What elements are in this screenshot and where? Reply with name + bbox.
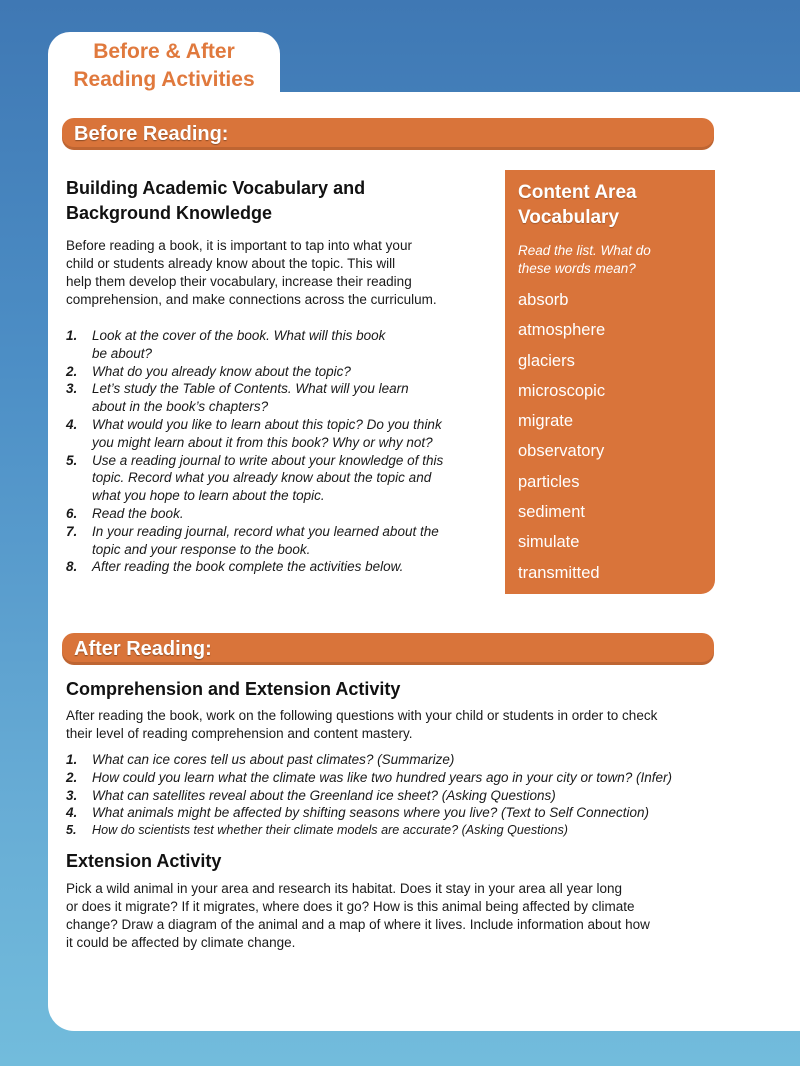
list-item — [66, 523, 496, 559]
list-item — [66, 363, 496, 381]
extension-line: Pick a wild animal in your area and research its habitat. Does it stay in your area all year long — [66, 881, 623, 896]
item-number: 6. — [66, 505, 78, 521]
before-steps-list — [66, 327, 496, 576]
comp-intro-line: their level of reading comprehension and content mastery. — [66, 726, 413, 741]
list-item — [66, 558, 496, 576]
item-text: What can ice cores tell us about past climates? (Summarize) — [92, 752, 455, 767]
list-item — [66, 505, 496, 523]
item-text: what you hope to learn about the topic. — [92, 488, 325, 504]
item-text: What would you like to learn about this topic? Do you think — [92, 416, 442, 432]
item-text: After reading the book complete the activities below. — [92, 559, 404, 575]
vocab-prompt-line-1: Read the list. What do — [518, 243, 651, 258]
vocab-title-line-1: Content Area — [518, 182, 637, 203]
list-item — [66, 804, 766, 822]
list-item — [66, 751, 766, 769]
item-number: 2. — [66, 769, 78, 785]
comprehension-intro — [66, 707, 657, 743]
comprehension-heading: Comprehension and Extension Activity — [66, 679, 401, 699]
content-area-vocabulary-box — [505, 170, 715, 594]
extension-line: it could be affected by climate change. — [66, 935, 296, 950]
intro-line: Before reading a book, it is important to tap into what your — [66, 238, 412, 253]
item-text: topic and your response to the book. — [92, 541, 311, 557]
intro-line: child or students already know about the topic. This will — [66, 256, 396, 271]
item-text: What animals might be affected by shifting seasons where you live? (Text to Self Connection) — [92, 805, 650, 821]
list-item — [66, 416, 496, 452]
vocab-title-line-2: Vocabulary — [518, 207, 620, 228]
extension-paragraph — [66, 880, 650, 952]
item-number: 4. — [66, 416, 78, 432]
item-number: 8. — [66, 559, 78, 575]
vocab-word-list — [518, 285, 605, 588]
vocab-box-title — [518, 180, 637, 230]
item-text: you might learn about it from this book? Why or why not? — [92, 434, 433, 450]
item-number: 5. — [66, 452, 78, 468]
vocab-word: sediment — [518, 503, 585, 522]
item-text: Let’s study the Table of Contents. What will you learn — [92, 381, 409, 397]
vocab-word: transmitted — [518, 563, 600, 582]
vocab-word: observatory — [518, 442, 605, 461]
vocab-word: simulate — [518, 533, 580, 552]
item-text: Use a reading journal to write about your knowledge of this — [92, 452, 444, 468]
vocab-prompt — [518, 242, 698, 278]
item-number: 5. — [66, 823, 77, 838]
item-text: How do scientists test whether their climate models are accurate? (Asking Questions) — [92, 823, 568, 838]
item-number: 3. — [66, 787, 78, 803]
comprehension-questions-list — [66, 751, 766, 840]
vocab-prompt-line-2: these words mean? — [518, 261, 636, 276]
item-text: topic. Record what you already know about the topic and — [92, 470, 432, 486]
list-item — [66, 327, 496, 363]
before-reading-bar — [62, 118, 714, 150]
list-item — [66, 452, 496, 505]
item-number: 2. — [66, 363, 78, 379]
after-reading-bar — [62, 633, 714, 665]
list-item — [66, 380, 496, 416]
vocab-word: glaciers — [518, 351, 575, 370]
vocab-word: microscopic — [518, 381, 606, 400]
after-reading-label: After Reading: — [74, 638, 212, 660]
before-intro-paragraph — [66, 237, 437, 309]
item-number: 1. — [66, 328, 78, 343]
page-title-line-1: Before & After — [93, 40, 235, 63]
page-title — [48, 38, 280, 94]
intro-line: comprehension, and make connections across the curriculum. — [66, 292, 437, 307]
item-text: How could you learn what the climate was like two hundred years ago in your city or town? (Infer) — [92, 769, 673, 785]
item-text: Look at the cover of the book. What will this book — [92, 328, 386, 343]
item-text: In your reading journal, record what you learned about the — [92, 523, 439, 539]
intro-line: help them develop their vocabulary, increase their reading — [66, 274, 412, 289]
vocab-heading-line-1: Building Academic Vocabulary and — [66, 178, 366, 198]
list-item — [66, 787, 766, 805]
extension-heading: Extension Activity — [66, 851, 222, 871]
item-number: 3. — [66, 381, 78, 397]
extension-line: or does it migrate? If it migrates, where does it go? How is this animal being affected by climate — [66, 899, 635, 914]
item-number: 7. — [66, 523, 78, 539]
comp-intro-line: After reading the book, work on the following questions with your child or students in order to check — [66, 708, 658, 723]
item-number: 1. — [66, 752, 78, 767]
extension-line: change? Draw a diagram of the animal and a map of where it lives. Include information about how — [66, 917, 650, 932]
before-reading-label: Before Reading: — [74, 123, 229, 145]
item-text: about in the book’s chapters? — [92, 399, 269, 415]
item-text: What can satellites reveal about the Greenland ice sheet? (Asking Questions) — [92, 787, 556, 803]
item-text: be about? — [92, 345, 153, 361]
page-title-line-2: Reading Activities — [73, 68, 255, 91]
vocab-word: absorb — [518, 291, 569, 309]
vocab-word: migrate — [518, 412, 574, 431]
item-text: What do you already know about the topic? — [92, 363, 351, 379]
item-text: Read the book. — [92, 505, 184, 521]
vocab-word: atmosphere — [518, 321, 606, 340]
vocab-heading-line-2: Background Knowledge — [66, 203, 273, 223]
list-item — [66, 769, 766, 787]
vocab-section-heading — [66, 176, 365, 226]
vocab-word: particles — [518, 472, 580, 491]
list-item — [66, 822, 766, 840]
item-number: 4. — [66, 805, 78, 821]
